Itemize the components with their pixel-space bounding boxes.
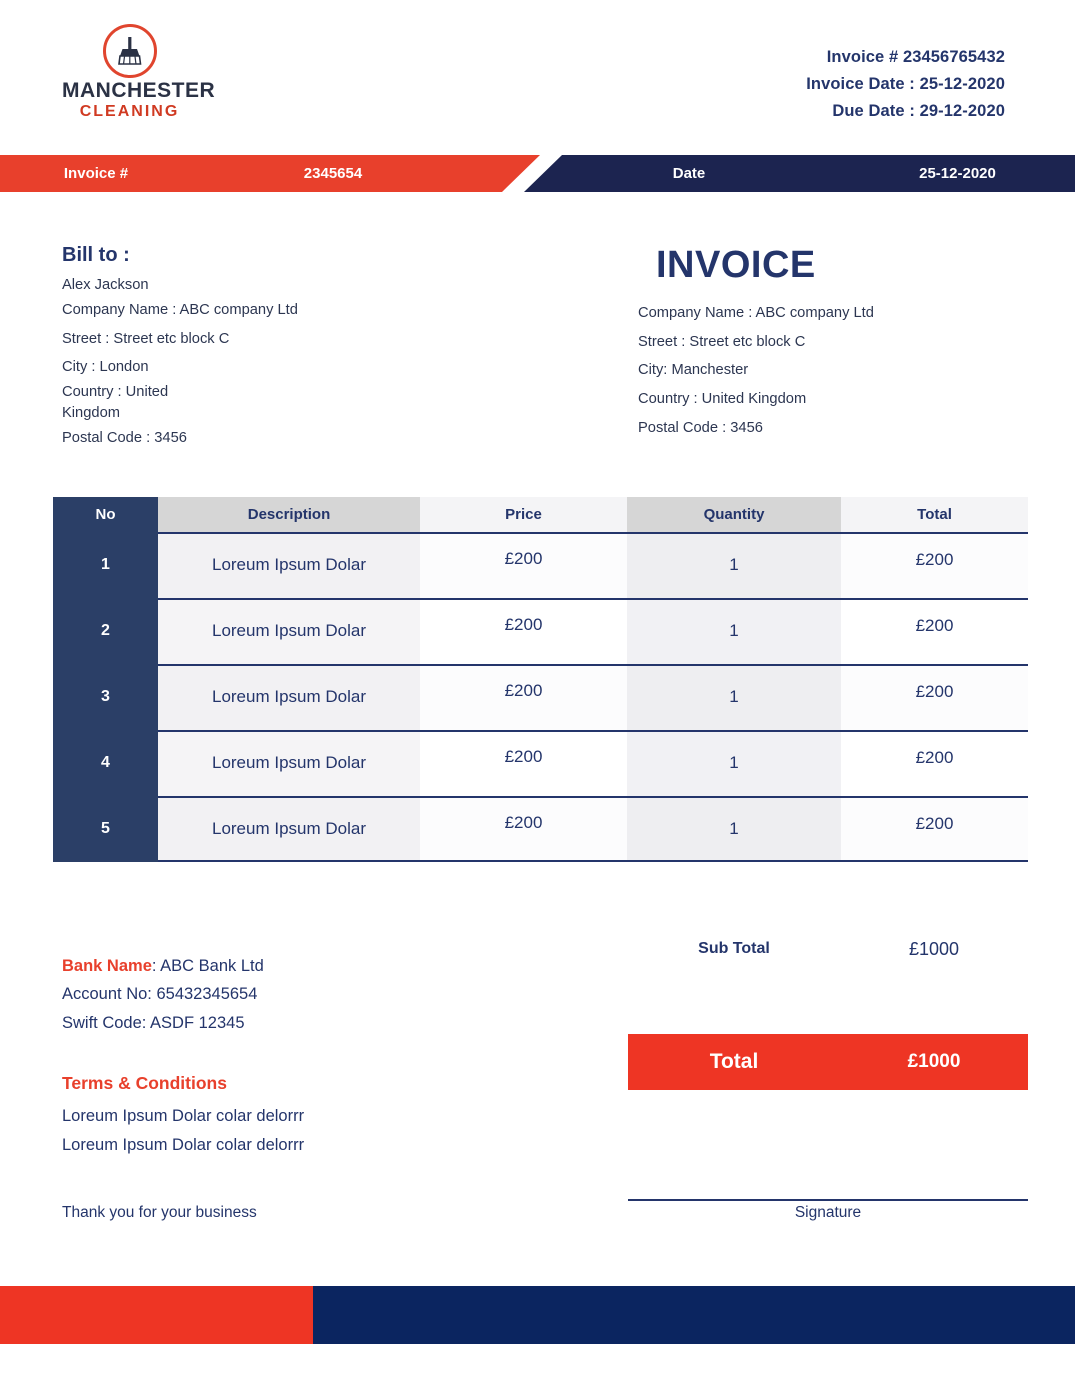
column-header-price: Price [420,497,627,532]
bill-to-city: City : London [62,359,149,376]
total-value: £1000 [907,1051,961,1072]
from-company: Company Name : ABC company Ltd [638,305,874,321]
footer-bar-red [0,1286,313,1344]
subtotal-label: Sub Total [698,940,770,957]
swift-code: Swift Code: ASDF 12345 [62,1013,245,1032]
cell-no: 5 [53,796,158,862]
subtotal-value: £1000 [908,939,960,959]
banner-date-label: Date [672,165,706,182]
footer-bar [0,1286,1075,1344]
cell-no: 2 [53,598,158,664]
table-row [53,730,1028,796]
signature-label: Signature [794,1204,862,1221]
table-row [53,532,1028,598]
from-street: Street : Street etc block C [638,333,806,350]
cell-price: £200 [420,664,627,730]
row-divider [158,598,1028,600]
company-logo [62,24,216,121]
cell-price: £200 [420,598,627,664]
signature-line [628,1199,1028,1201]
cell-total: £200 [841,796,1028,862]
table-header-row [53,497,1028,532]
from-city: City: Manchester [638,362,749,379]
table-bottom-border [158,860,1028,862]
column-header-no: No [53,497,158,532]
total-label: Total [709,1050,759,1073]
subtotal-row [628,932,1028,966]
bill-to-name: Alex Jackson [62,277,149,293]
invoice-banner [0,155,1075,192]
logo-name: MANCHESTER [62,79,216,102]
bill-to-company: Company Name : ABC company Ltd [62,301,298,318]
invoice-header [0,0,1075,155]
broom-icon [103,24,157,78]
terms-line-1: Loreum Ipsum Dolar colar delorrr [62,1107,305,1126]
cell-price: £200 [420,796,627,862]
page-title: INVOICE [656,244,816,286]
row-divider [158,532,1028,534]
cell-total: £200 [841,664,1028,730]
banner-invoice-label: Invoice # [63,165,129,182]
cell-description: Loreum Ipsum Dolar [158,532,420,598]
cell-quantity: 1 [627,598,841,664]
bill-to-country-line1: Country : United [62,383,169,400]
bank-name-row [62,952,492,980]
thank-you-note: Thank you for your business [62,1204,257,1221]
cell-total: £200 [841,532,1028,598]
cell-description: Loreum Ipsum Dolar [158,796,420,862]
bill-to-block [62,244,442,452]
terms-title: Terms & Conditions [62,1073,227,1094]
column-header-description: Description [158,497,420,532]
cell-no: 1 [53,532,158,598]
line-items-table [53,497,1028,862]
invoice-number: Invoice # 23456765432 [826,48,1005,66]
terms-line-2: Loreum Ipsum Dolar colar delorrr [62,1135,305,1154]
cell-quantity: 1 [627,532,841,598]
bill-to-country-line2: Kingdom [62,404,120,421]
from-country: Country : United Kingdom [638,390,807,407]
bill-to-street: Street : Street etc block C [62,330,230,347]
banner-date-value: 25-12-2020 [919,165,996,182]
cell-description: Loreum Ipsum Dolar [158,664,420,730]
table-row [53,664,1028,730]
cell-price: £200 [420,730,627,796]
table-row [53,598,1028,664]
cell-total: £200 [841,598,1028,664]
cell-quantity: 1 [627,730,841,796]
cell-no: 3 [53,664,158,730]
invoice-from-block [638,244,1038,442]
due-date: Due Date : 29-12-2020 [832,101,1005,120]
payment-details [62,952,492,1159]
banner-invoice-value: 2345654 [303,165,363,182]
logo-tagline: CLEANING [79,103,180,121]
column-header-quantity: Quantity [627,497,841,532]
footer-bar-navy [313,1286,1075,1344]
cell-description: Loreum Ipsum Dolar [158,598,420,664]
invoice-meta [806,44,1005,125]
bank-name-value: : ABC Bank Ltd [151,957,264,975]
row-divider [158,664,1028,666]
row-divider [158,796,1028,798]
cell-total: £200 [841,730,1028,796]
cell-quantity: 1 [627,796,841,862]
row-divider [158,730,1028,732]
bank-name-label: Bank Name [62,957,152,975]
account-number: Account No: 65432345654 [62,985,258,1004]
total-bar [628,1034,1028,1090]
table-row [53,796,1028,862]
from-postal: Postal Code : 3456 [638,419,763,436]
invoice-date: Invoice Date : 25-12-2020 [806,74,1005,93]
bill-to-postal: Postal Code : 3456 [62,429,187,446]
cell-quantity: 1 [627,664,841,730]
cell-no: 4 [53,730,158,796]
cell-price: £200 [420,532,627,598]
column-header-total: Total [841,497,1028,532]
cell-description: Loreum Ipsum Dolar [158,730,420,796]
bill-to-title: Bill to : [62,244,130,266]
